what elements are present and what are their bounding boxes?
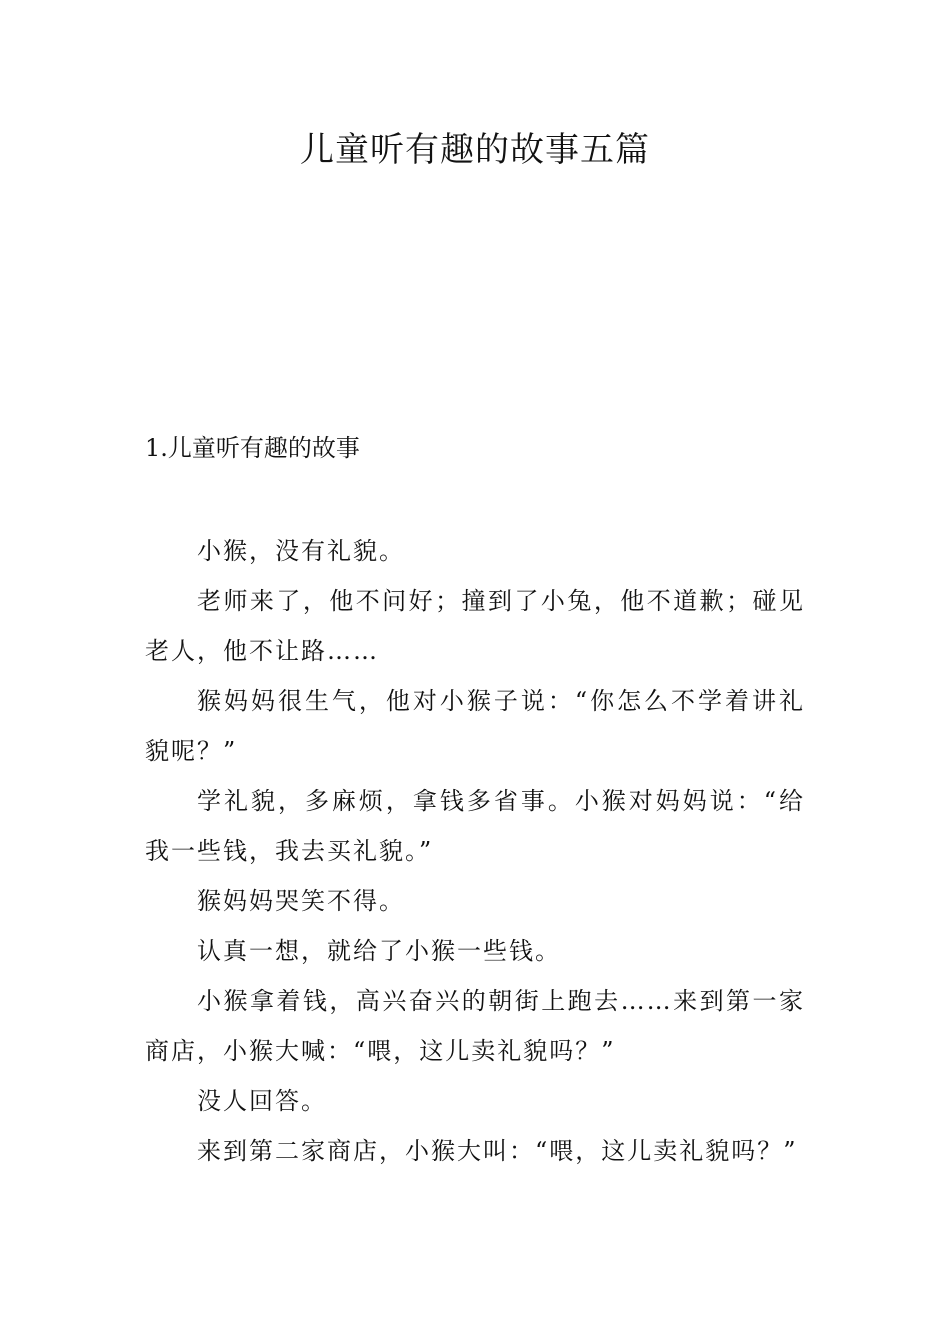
paragraph: 小猴拿着钱，高兴奋兴的朝街上跑去……来到第一家商店，小猴大喊：“喂，这儿卖礼貌吗？”	[145, 987, 805, 1065]
paragraph: 认真一想，就给了小猴一些钱。	[197, 937, 561, 965]
paragraph: 老师来了，他不问好；撞到了小兔，他不道歉；碰见老人，他不让路……	[145, 587, 805, 665]
paragraph: 没人回答。	[197, 1087, 327, 1115]
paragraph: 小猴，没有礼貌。	[197, 537, 405, 565]
section-heading: 1.儿童听有趣的故事	[145, 434, 360, 462]
document-title: 儿童听有趣的故事五篇	[300, 130, 650, 170]
paragraph: 猴妈妈很生气，他对小猴子说：“你怎么不学着讲礼貌呢？”	[145, 687, 805, 765]
paragraph: 学礼貌，多麻烦，拿钱多省事。小猴对妈妈说：“给我一些钱，我去买礼貌。”	[145, 787, 805, 865]
story-body	[145, 526, 805, 1176]
paragraph: 猴妈妈哭笑不得。	[197, 887, 405, 915]
paragraph: 来到第二家商店，小猴大叫：“喂，这儿卖礼貌吗？”	[197, 1137, 798, 1165]
